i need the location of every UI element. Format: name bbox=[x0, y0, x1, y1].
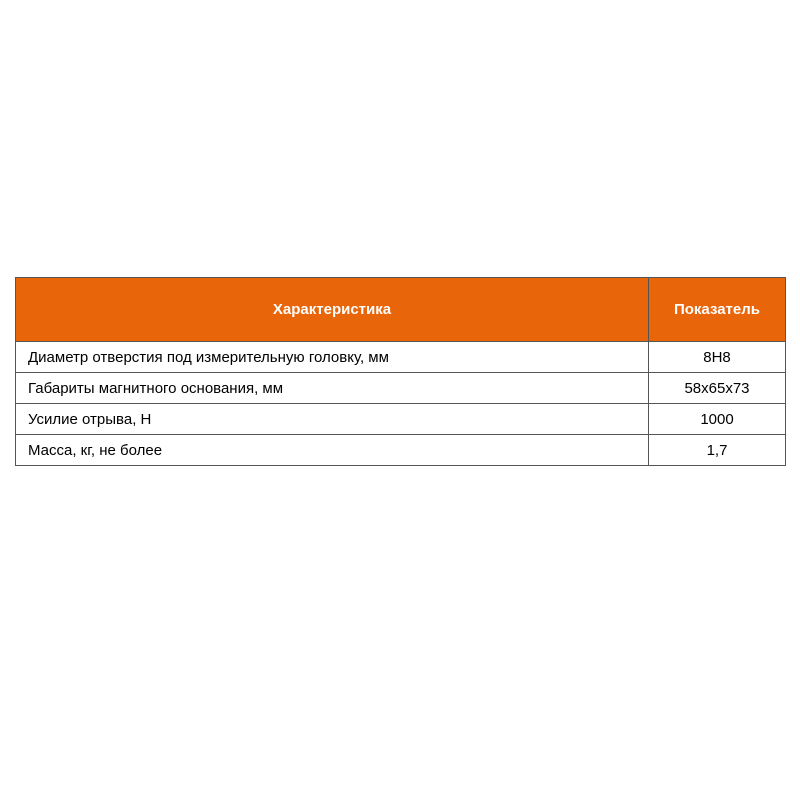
table-row bbox=[16, 342, 786, 373]
row-value: 8H8 bbox=[649, 342, 786, 373]
header-value: Показатель bbox=[649, 278, 786, 342]
row-value: 1000 bbox=[649, 404, 786, 435]
table-row bbox=[16, 435, 786, 466]
row-characteristic: Диаметр отверстия под измерительную головку, мм bbox=[16, 342, 649, 373]
table-row bbox=[16, 404, 786, 435]
row-characteristic: Габариты магнитного основания, мм bbox=[16, 373, 649, 404]
row-characteristic: Масса, кг, не более bbox=[16, 435, 649, 466]
specifications-table bbox=[15, 277, 786, 466]
header-characteristic: Характеристика bbox=[16, 278, 649, 342]
table-row bbox=[16, 373, 786, 404]
row-value: 1,7 bbox=[649, 435, 786, 466]
row-characteristic: Усилие отрыва, Н bbox=[16, 404, 649, 435]
table-header-row bbox=[16, 278, 786, 342]
row-value: 58x65x73 bbox=[649, 373, 786, 404]
